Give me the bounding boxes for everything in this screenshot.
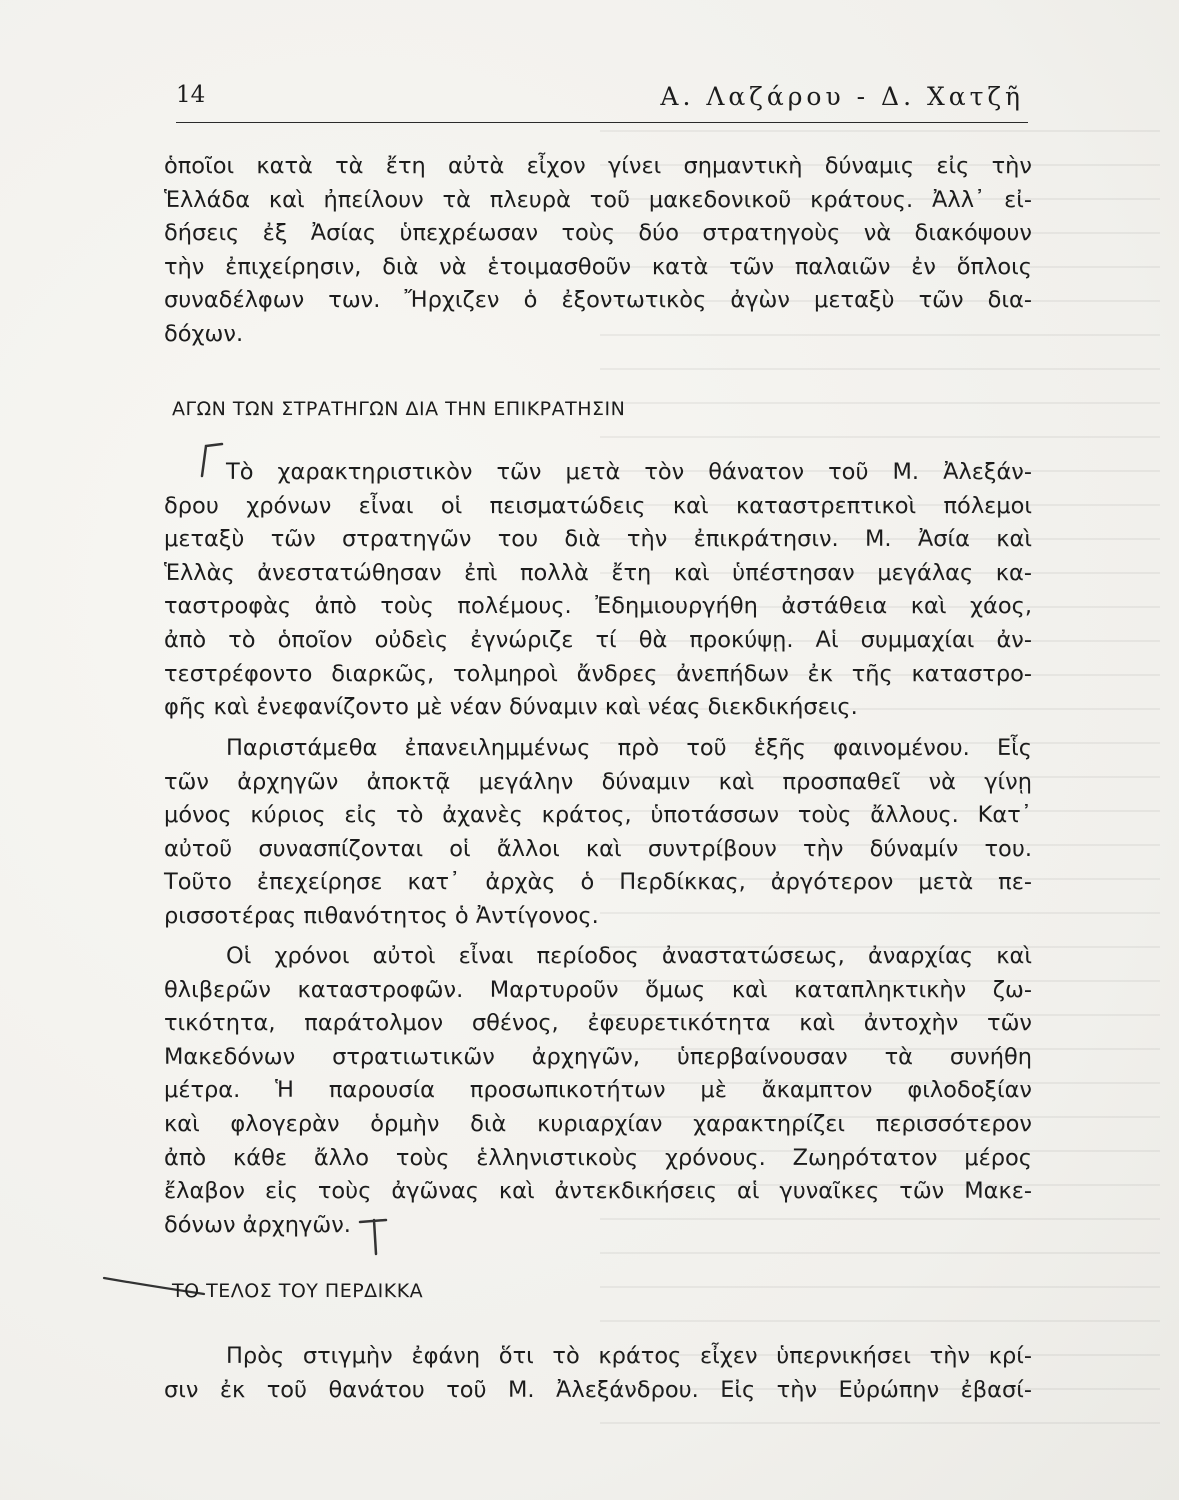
text-line: τικότητα, παράτολμον σθένος, ἐφευρετικότητα καὶ ἀντοχὴν τῶν [164, 1010, 1032, 1037]
text-line: Ἑλλάδα καὶ ἠπείλουν τὰ πλευρὰ τοῦ μακεδονικοῦ κράτους. Ἀλλ᾽ εἰ- [164, 186, 1032, 213]
section1-paragraph-2 [164, 732, 1032, 934]
text-line: τῶν ἀρχηγῶν ἀποκτᾷ μεγάλην δύναμιν καὶ προσπαθεῖ νὰ γίνῃ [164, 768, 1032, 795]
text-line: Παριστάμεθα ἐπανειλημμένως πρὸ τοῦ ἑξῆς φαινομένου. Εἷς [226, 735, 1032, 761]
text-line: δρου χρόνων εἶναι οἱ πεισματώδεις καὶ καταστρεπτικοὶ πόλεμοι [164, 492, 1032, 519]
text-line: καὶ φλογερὰν ὁρμὴν διὰ κυριαρχίαν χαρακτηρίζει περισσότερον [164, 1110, 1032, 1137]
text-line: ρισσοτέρας πιθανότητος ὁ Ἀντίγονος. [164, 902, 599, 929]
section1-paragraph-3 [164, 940, 1032, 1242]
text-line: Μακεδόνων στρατιωτικῶν ἀρχηγῶν, ὑπερβαίνουσαν τὰ συνήθη [164, 1043, 1032, 1070]
running-head: Α. Λαζάρου - Δ. Χατζῆ [660, 82, 1024, 111]
text-line: τὴν ἐπιχείρησιν, διὰ νὰ ἑτοιμασθοῦν κατὰ τῶν παλαιῶν ἐν ὅπλοις [164, 253, 1032, 280]
text-line: μόνος κύριος εἰς τὸ ἀχανὲς κράτος, ὑποτάσσων τοὺς ἄλλους. Κατ᾽ [164, 802, 1032, 829]
section-heading: ΑΓΩΝ ΤΩΝ ΣΤΡΑΤΗΓΩΝ ΔΙΑ ΤΗΝ ΕΠΙΚΡΑΤΗΣΙΝ [172, 398, 626, 420]
page-number: 14 [176, 82, 206, 108]
text-line: Τοῦτο ἐπεχείρησε κατ᾽ ἀρχὰς ὁ Περδίκκας, ἀργότερον μετὰ πε- [164, 869, 1032, 896]
text-line: μεταξὺ τῶν στρατηγῶν του διὰ τὴν ἐπικράτησιν. Μ. Ἀσία καὶ [164, 526, 1032, 553]
text-line: Πρὸς στιγμὴν ἐφάνη ὅτι τὸ κράτος εἶχεν ὑπερνικήσει τὴν κρί- [226, 1343, 1032, 1369]
pencil-mark [356, 1214, 390, 1258]
text-line: ἀπὸ τὸ ὁποῖον οὐδεὶς ἐγνώριζε τί θὰ προκύψῃ. Αἱ συμμαχίαι ἀν- [164, 626, 1032, 653]
section2-paragraph-1 [164, 1340, 1032, 1407]
text-line: αὐτοῦ συνασπίζονται οἱ ἄλλοι καὶ συντρίβουν τὴν δύναμίν του. [164, 835, 1032, 862]
text-line: Ἑλλὰς ἀνεστατώθησαν ἐπὶ πολλὰ ἔτη καὶ ὑπέστησαν μεγάλας κα- [164, 559, 1032, 586]
text-line: Τὸ χαρακτηριστικὸν τῶν μετὰ τὸν θάνατον τοῦ Μ. Ἀλεξάν- [226, 459, 1032, 485]
text-line: συναδέλφων των. Ἤρχιζεν ὁ ἐξοντωτικὸς ἀγὼν μεταξὺ τῶν δια- [164, 287, 1032, 314]
text-line: τεστρέφοντο διαρκῶς, τολμηροὶ ἄνδρες ἀνεπήδων ἐκ τῆς καταστρο- [164, 660, 1032, 687]
text-line: ἀπὸ κάθε ἄλλο τοὺς ἑλληνιστικοὺς χρόνους. Ζωηρότατον μέρος [164, 1144, 1032, 1171]
page-header [176, 78, 1028, 123]
text-line: δήσεις ἐξ Ἀσίας ὑπεχρέωσαν τοὺς δύο στρατηγοὺς νὰ διακόψουν [164, 220, 1032, 247]
text-line: Οἱ χρόνοι αὐτοὶ εἶναι περίοδος ἀναστατώσεως, ἀναρχίας καὶ [226, 943, 1032, 969]
text-line: σιν ἐκ τοῦ θανάτου τοῦ Μ. Ἀλεξάνδρου. Εἰς τὴν Εὐρώπην ἐβασί- [164, 1376, 1032, 1403]
section-heading: ΤΟ ΤΕΛΟΣ ΤΟΥ ΠΕΡΔΙΚΚΑ [172, 1280, 424, 1302]
intro-paragraph [164, 150, 1032, 352]
text-line: δόχων. [164, 320, 244, 347]
text-line: δόνων ἀρχηγῶν. [164, 1211, 351, 1238]
text-line: ταστροφὰς ἀπὸ τοὺς πολέμους. Ἐδημιουργήθη ἀστάθεια καὶ χάος, [164, 593, 1032, 620]
text-line: φῆς καὶ ἐνεφανίζοντο μὲ νέαν δύναμιν καὶ νέας διεκδικήσεις. [164, 694, 858, 721]
text-line: ἔλαβον εἰς τοὺς ἀγῶνας καὶ ἀντεκδικήσεις αἱ γυναῖκες τῶν Μακε- [164, 1178, 1032, 1205]
text-line: ὁποῖοι κατὰ τὰ ἔτη αὐτὰ εἶχον γίνει σημαντικὴ δύναμις εἰς τὴν [164, 153, 1032, 179]
section1-paragraph-1 [164, 456, 1032, 725]
text-line: θλιβερῶν καταστροφῶν. Μαρτυροῦν ὅμως καὶ καταπληκτικὴν ζω- [164, 976, 1032, 1003]
text-line: μέτρα. Ἡ παρουσία προσωπικοτήτων μὲ ἄκαμπτον φιλοδοξίαν [164, 1077, 1032, 1104]
